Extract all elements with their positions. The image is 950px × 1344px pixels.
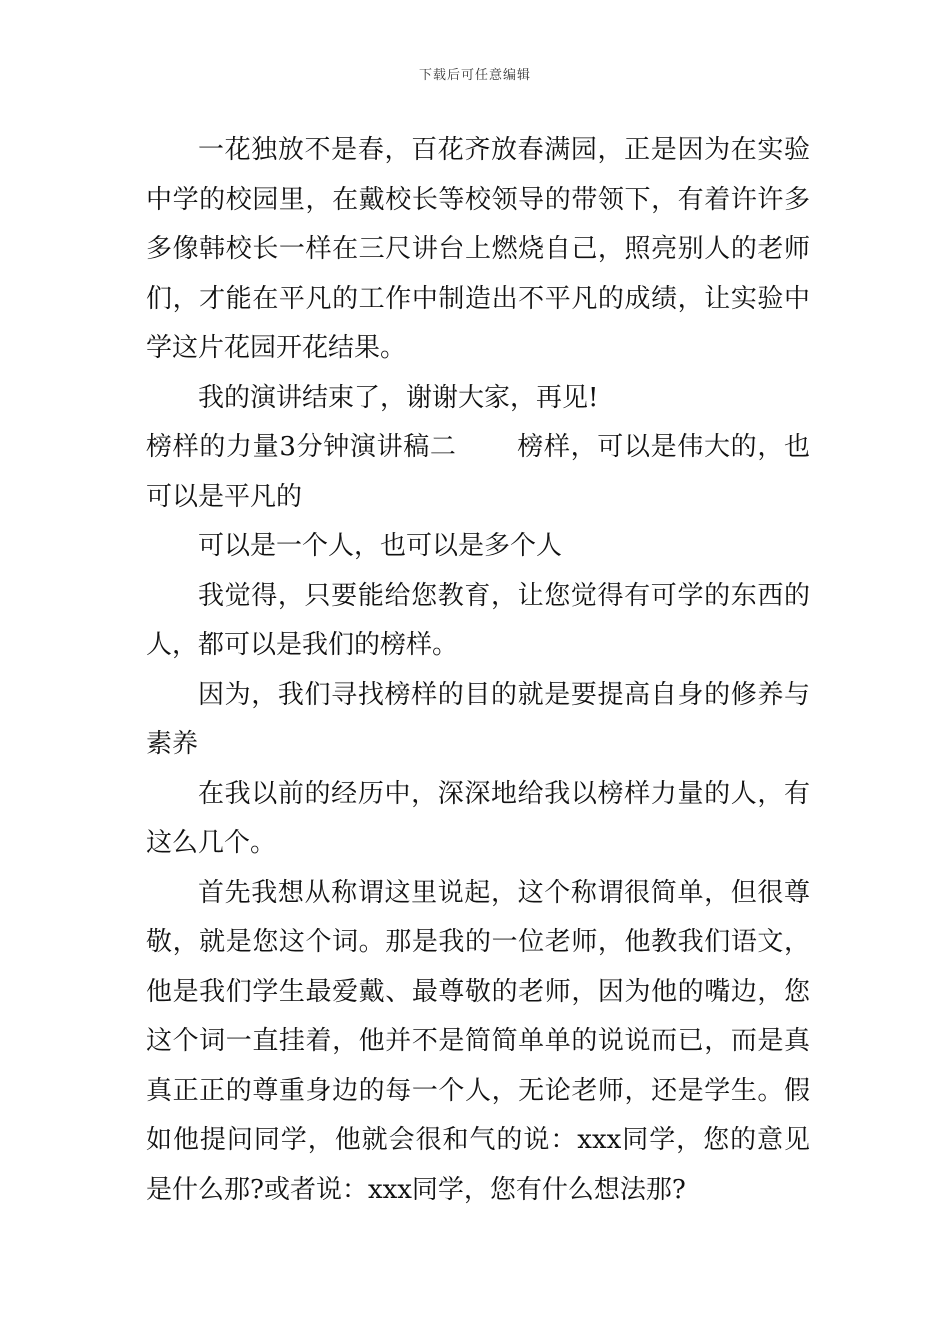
- paragraph-2: 我的演讲结束了，谢谢大家，再见!: [198, 382, 599, 413]
- paragraph-6: 因为，我们寻找榜样的目的就是要提高自身的修养与素养: [146, 679, 810, 759]
- paragraph-3: 榜样，可以是伟大的，也可以是平凡的: [146, 432, 810, 512]
- section-heading-line: [146, 423, 810, 522]
- paragraph-4: 可以是一个人，也可以是多个人: [198, 531, 563, 561]
- paragraph-1: 一花独放不是春，百花齐放春满园，正是因为在实验中学的校园里，在戴校长等校领导的带领下，有着许许多多像韩校长一样在三尺讲台上燃烧自己，照亮别人的老师们，才能在平凡的工作中制造出不平凡的成绩，让实验中学这片花园开花结果。: [146, 135, 810, 363]
- paragraph-5: 我觉得，只要能给您教育，让您觉得有可学的东西的人，都可以是我们的榜样。: [146, 580, 810, 660]
- document-body: [146, 126, 810, 1215]
- page-header-note: 下载后可任意编辑: [418, 68, 531, 83]
- paragraph-8: 首先我想从称谓这里说起，这个称谓很简单，但很尊敬，就是您这个词。那是我的一位老师，他教我们语文，他是我们学生最爱戴、最尊敬的老师，因为他的嘴边，您这个词一直挂着，他并不是简简单单的说说而已，而是真真正正的尊重身边的每一个人，无论老师，还是学生。假如他提问同学，他就会很和气的说：xxx同学，您的意见是什么那?或者说：xxx同学，您有什么想法那?: [146, 877, 810, 1205]
- paragraph-7: 在我以前的经历中，深深地给我以榜样力量的人，有这么几个。: [146, 778, 810, 858]
- section-title: 榜样的力量3分钟演讲稿二: [146, 432, 457, 462]
